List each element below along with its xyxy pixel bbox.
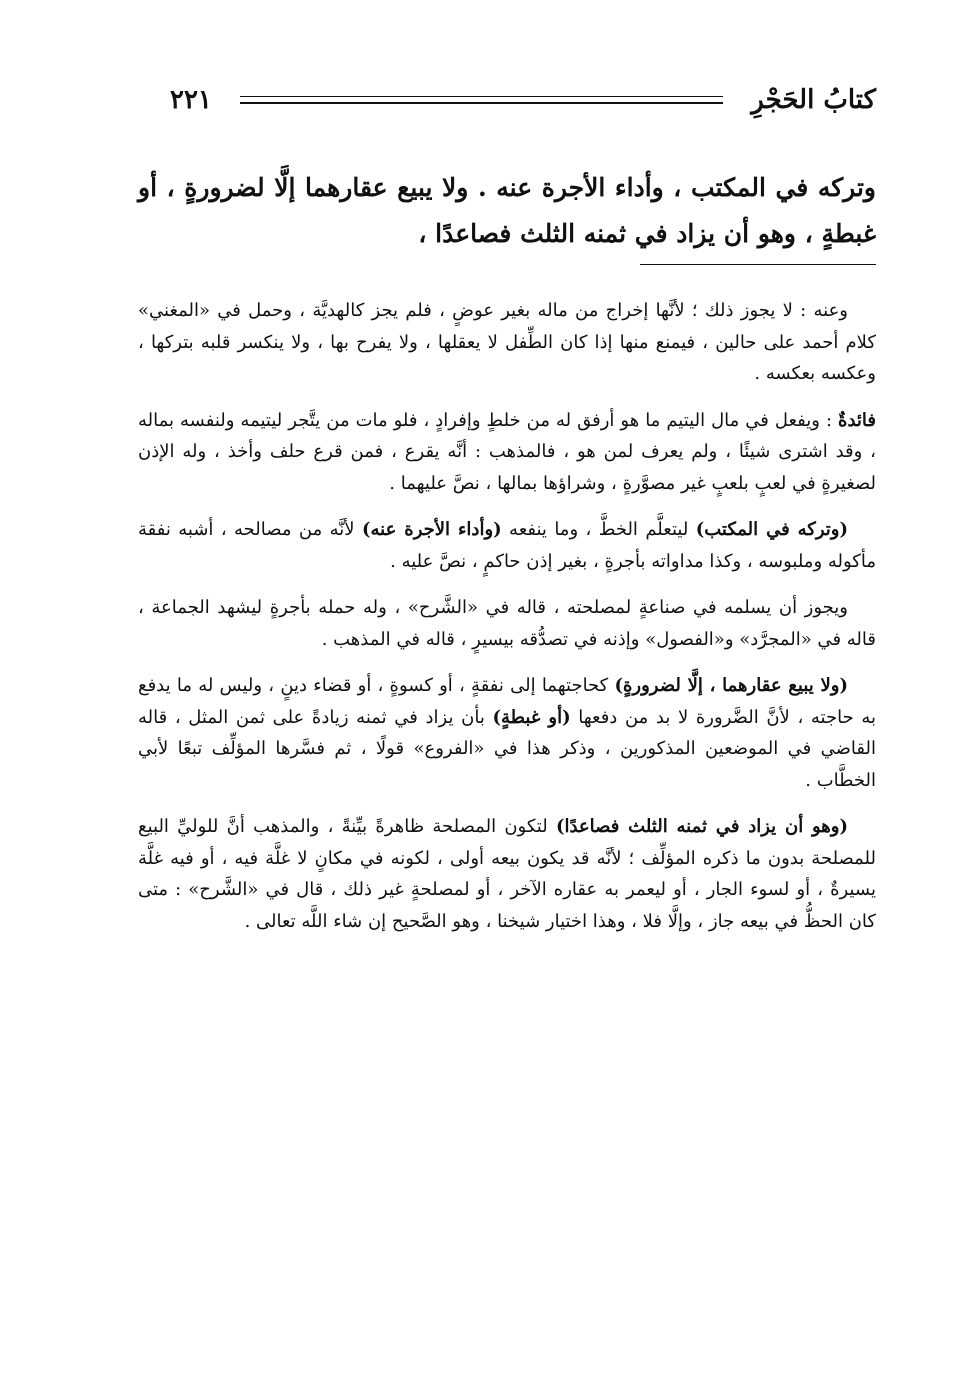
paragraph [138,405,876,500]
header-rule [240,96,723,104]
paragraph [138,811,876,937]
paragraph-text: كحاجتهما إلى نفقةٍ ، أو كسوةٍ ، أو قضاء دينٍ ، وليس له ما يدفع به حاجته ، لأنَّ الضَّرورة لا بد من دفعها [138,675,876,728]
paragraph [138,670,876,796]
book-title: كتابُ الحَجْرِ [751,85,876,115]
paragraph [138,295,876,390]
quoted-matn: (وهو أن يزاد في ثمنه الثلث فصاعدًا) [555,816,848,837]
quoted-matn: (وأداء الأجرة عنه) [361,519,502,540]
page-number: ٢٢١ [170,85,212,115]
commentary [138,295,876,952]
paragraph-text: لأنَّه من مصالحه ، أشبه نفقة مأكوله وملبوسه ، وكذا مداواته بأجرةٍ ، بغير إذن حاكمٍ ، نصَّ عليه . [138,519,876,572]
matn-separator [640,264,876,265]
paragraph-text: ويجوز أن يسلمه في صناعةٍ لمصلحته ، قاله في «الشَّرح» ، وله حمله بأجرةٍ ليشهد الجماعة ، قاله في «المجرَّد» و«الفصول» وإذنه في تصدُّقه بيسيرٍ ، قاله في المذهب . [138,597,876,650]
page-header [170,80,876,120]
paragraph-text: بأن يزاد في ثمنه زيادةً على ثمن المثل ، قاله القاضي في الموضعين المذكورين ، وذكر هذا في «الفروع» قولًا ، ثم فسَّرها المؤلِّف تبعًا لأبي الخطَّاب . [138,706,876,791]
quoted-matn: (وتركه في المكتب) [695,519,849,540]
matn-text: وتركه في المكتب ، وأداء الأجرة عنه . ولا يبيع عقارهما إلَّا لضرورةٍ ، أو غبطةٍ ، وهو أن يزاد في ثمنه الثلث فصاعدًا ، [138,173,876,248]
quoted-matn: (ولا يبيع عقارهما ، إلَّا لضرورةٍ) [614,675,848,696]
quoted-matn: (أو غبطةٍ) [492,706,571,728]
paragraph-text: لتكون المصلحة ظاهرةً بيِّنةً ، والمذهب أنَّ للوليِّ البيع للمصلحة بدون ما ذكره المؤلِّف ؛ لأنَّه قد يكون بيعه أولى ، لكونه في مكانٍ لا غلَّة فيه ، أو فيه غلَّة يسيرةٌ ، أو لسوء الجار ، أو ليعمر به عقاره الآخر ، أو لمصلحةٍ غير ذلك ، قال في «الشَّرح» : متى كان الحظُّ في بيعه جاز ، وإلَّا فلا ، وهذا اختيار شيخنا ، وهو الصَّحيح إن شاء اللَّه تعالى . [138,816,876,932]
paragraph-text: ليتعلَّم الخطَّ ، وما ينفعه [501,519,696,540]
paragraph [138,514,876,577]
paragraph-text: وعنه : لا يجوز ذلك ؛ لأنَّها إخراج من ماله بغير عوضٍ ، فلم يجز كالهديَّة ، وحمل في «المغني» كلام أحمد على حالين ، فيمنع منها إذا كان الطِّفل لا يعقلها ، ولا يفرح بها ، ولا ينكسر قلبه بتركها ، وعكسه بعكسه . [138,300,876,384]
paragraph [138,592,876,655]
paragraph-text: : ويفعل في مال اليتيم ما هو أرفق له من خلطٍ وإفرادٍ ، فلو مات من يتَّجر ليتيمه ولنفسه بماله ، وقد اشترى شيئًا ، ولم يعرف لمن هو ، فالمذهب : أنَّه يقرع ، فمن قرع حلف وأخذ ، وله الإذن لصغيرةٍ في لعبٍ بلعبٍ غير مصوَّرةٍ ، وشراؤها بمالها ، نصَّ عليهما . [138,409,876,494]
fa-ida-label: فائدةٌ [838,409,877,431]
